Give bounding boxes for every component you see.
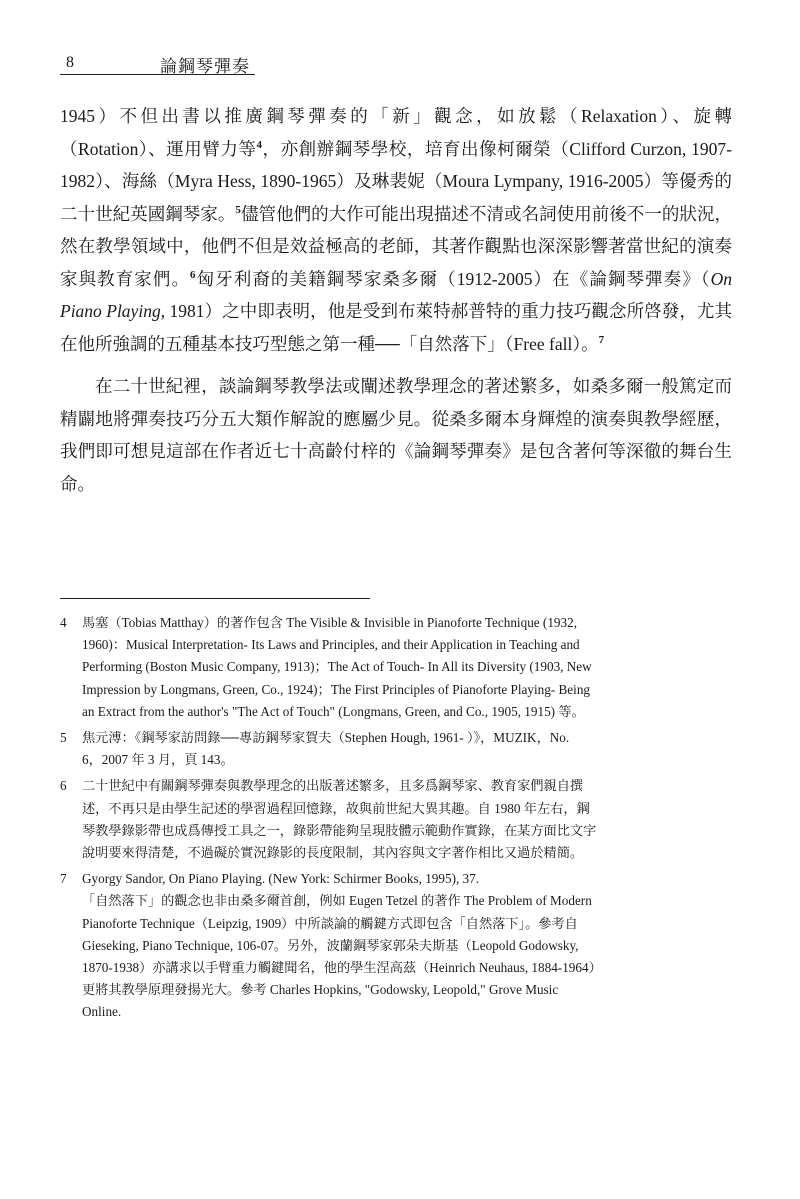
footnote-line: 「自然落下」的觀念也非由桑多爾首創，例如 Eugen Tetzel 的著作 The Problem of Modern	[82, 893, 592, 909]
footnote-ref-7[interactable]: 7	[598, 333, 605, 346]
footnote-line: 琴教學錄影帶也成爲傳授工具之一，錄影帶能夠呈現肢體示範動作實錄，在某方面比文字	[82, 822, 597, 838]
footnote-line: 二十世紀中有關鋼琴彈奏與教學理念的出版著述繁多，且多爲鋼琴家、教育家們親自撰	[82, 778, 584, 794]
footnote-7	[60, 868, 730, 1023]
footnote-separator	[60, 598, 370, 599]
footnote-line: 更將其教學原理發揚光大。參考 Charles Hopkins, "Godowsky, Leopold," Grove Music	[82, 982, 559, 998]
footnote-line: Gyorgy Sandor, On Piano Playing. (New York: Schirmer Books, 1995), 37.	[82, 871, 480, 887]
footnote-number: 6	[60, 778, 67, 794]
footnote-line: an Extract from the author's "The Act of Touch" (Longmans, Green, and Co., 1905, 1915) 等。	[82, 703, 585, 719]
footnote-6	[60, 775, 730, 864]
footnote-line: Pianoforte Technique（Leipzig, 1909）中所談論的觸鍵方式即包含「自然落下」。參考自	[82, 915, 578, 931]
footnote-line: 說明要來得清楚，不過礙於實況錄影的長度限制，其內容與文字著作相比又過於精簡。	[82, 845, 584, 861]
footnote-number: 4	[60, 615, 67, 630]
page-number: 8	[66, 54, 74, 71]
footnote-line: 1870-1938）亦講求以手臂重力觸鍵聞名，他的學生涅高茲（Heinrich Neuhaus, 1884-1964）	[82, 960, 602, 976]
running-header	[60, 52, 260, 74]
footnote-ref-4[interactable]: 4	[256, 138, 262, 151]
paragraph-1	[60, 100, 732, 360]
footnote-line: 述，不再只是由學生記述的學習過程回憶錄，故與前世紀大異其趣。自 1980 年左右，鋼	[82, 800, 590, 816]
para1-text-2: ，亦創辦鋼琴學校，培育出像柯爾榮（Clifford Curzon, 1907-1982）、海絲（Myra Hess, 1890-1965）及琳裴妮（Moura Lympany, 1916-2005）等優秀的二十世紀英國鋼琴家。	[60, 138, 732, 224]
para1-text-3: 儘管他們的大作可能出現描述不清或名詞使用前後不一的狀況，然在教學領域中，他們不但是效益極高的老師，其著作觀點也深深影響著當世紀的演奏家與教育家們。	[60, 203, 733, 289]
footnote-ref-6[interactable]: 6	[190, 268, 196, 281]
book-title-on-piano-playing: On Piano Playing	[60, 268, 733, 321]
footnote-5	[60, 727, 730, 771]
para1-text-5: , 1981）之中即表明，他是受到布萊特郝普特的重力技巧觀念所啓發，尤其在他所強調的五種基本技巧型態之第一種──「自然落下」（Free fall）。	[60, 301, 733, 354]
body-text	[60, 100, 732, 500]
para1-text-1: 1945）不但出書以推廣鋼琴彈奏的「新」觀念，如放鬆（Relaxation）、旋轉（Rotation）、運用臂力等	[60, 106, 732, 159]
footnote-4	[60, 612, 730, 723]
paragraph-2: 在二十世紀裡，談論鋼琴教學法或闡述教學理念的著述繁多，如桑多爾一般篤定而精闢地將彈奏技巧分五大類作解說的應屬少見。從桑多爾本身輝煌的演奏與教學經歷，我們即可想見這部在作者近七十高齡付梓的《論鋼琴彈奏》是包含著何等深徹的舞台生命。	[60, 376, 732, 494]
running-title: 論鋼琴彈奏	[160, 57, 250, 76]
footnote-number: 7	[60, 871, 67, 887]
footnote-ref-5[interactable]: 5	[235, 203, 241, 216]
footnote-line: 6，2007 年 3 月，頁 143。	[82, 752, 234, 768]
footnote-number: 5	[60, 730, 67, 746]
footnote-line: 焦元溥：《鋼琴家訪問錄──專訪鋼琴家賀夫（Stephen Hough, 1961- ）》，MUZIK，No.	[82, 730, 570, 746]
footnote-line: Online.	[82, 1004, 122, 1020]
footnote-line: Impression by Longmans, Green, Co., 1924)；The First Principles of Pianoforte Playing- Being	[82, 681, 591, 697]
footnote-line: 馬塞（Tobias Matthay）的著作包含 The Visible & Invisible in Pianoforte Technique (1932,	[82, 615, 577, 630]
para1-text-4: 匈牙利裔的美籍鋼琴家桑多爾（1912-2005）在《論鋼琴彈奏》（	[195, 268, 711, 289]
footnote-line: Performing (Boston Music Company, 1913)；The Act of Touch- In All its Diversity (1903, New	[82, 659, 592, 675]
footnote-line: Gieseking, Piano Technique, 106-07。另外，波蘭鋼琴家郭朵夫斯基（Leopold Godowsky,	[82, 937, 579, 953]
footnotes	[60, 612, 730, 1028]
header-rule	[60, 74, 255, 75]
footnote-line: 1960)：Musical Interpretation- Its Laws and Principles, and their Application in Teaching and	[82, 637, 580, 653]
